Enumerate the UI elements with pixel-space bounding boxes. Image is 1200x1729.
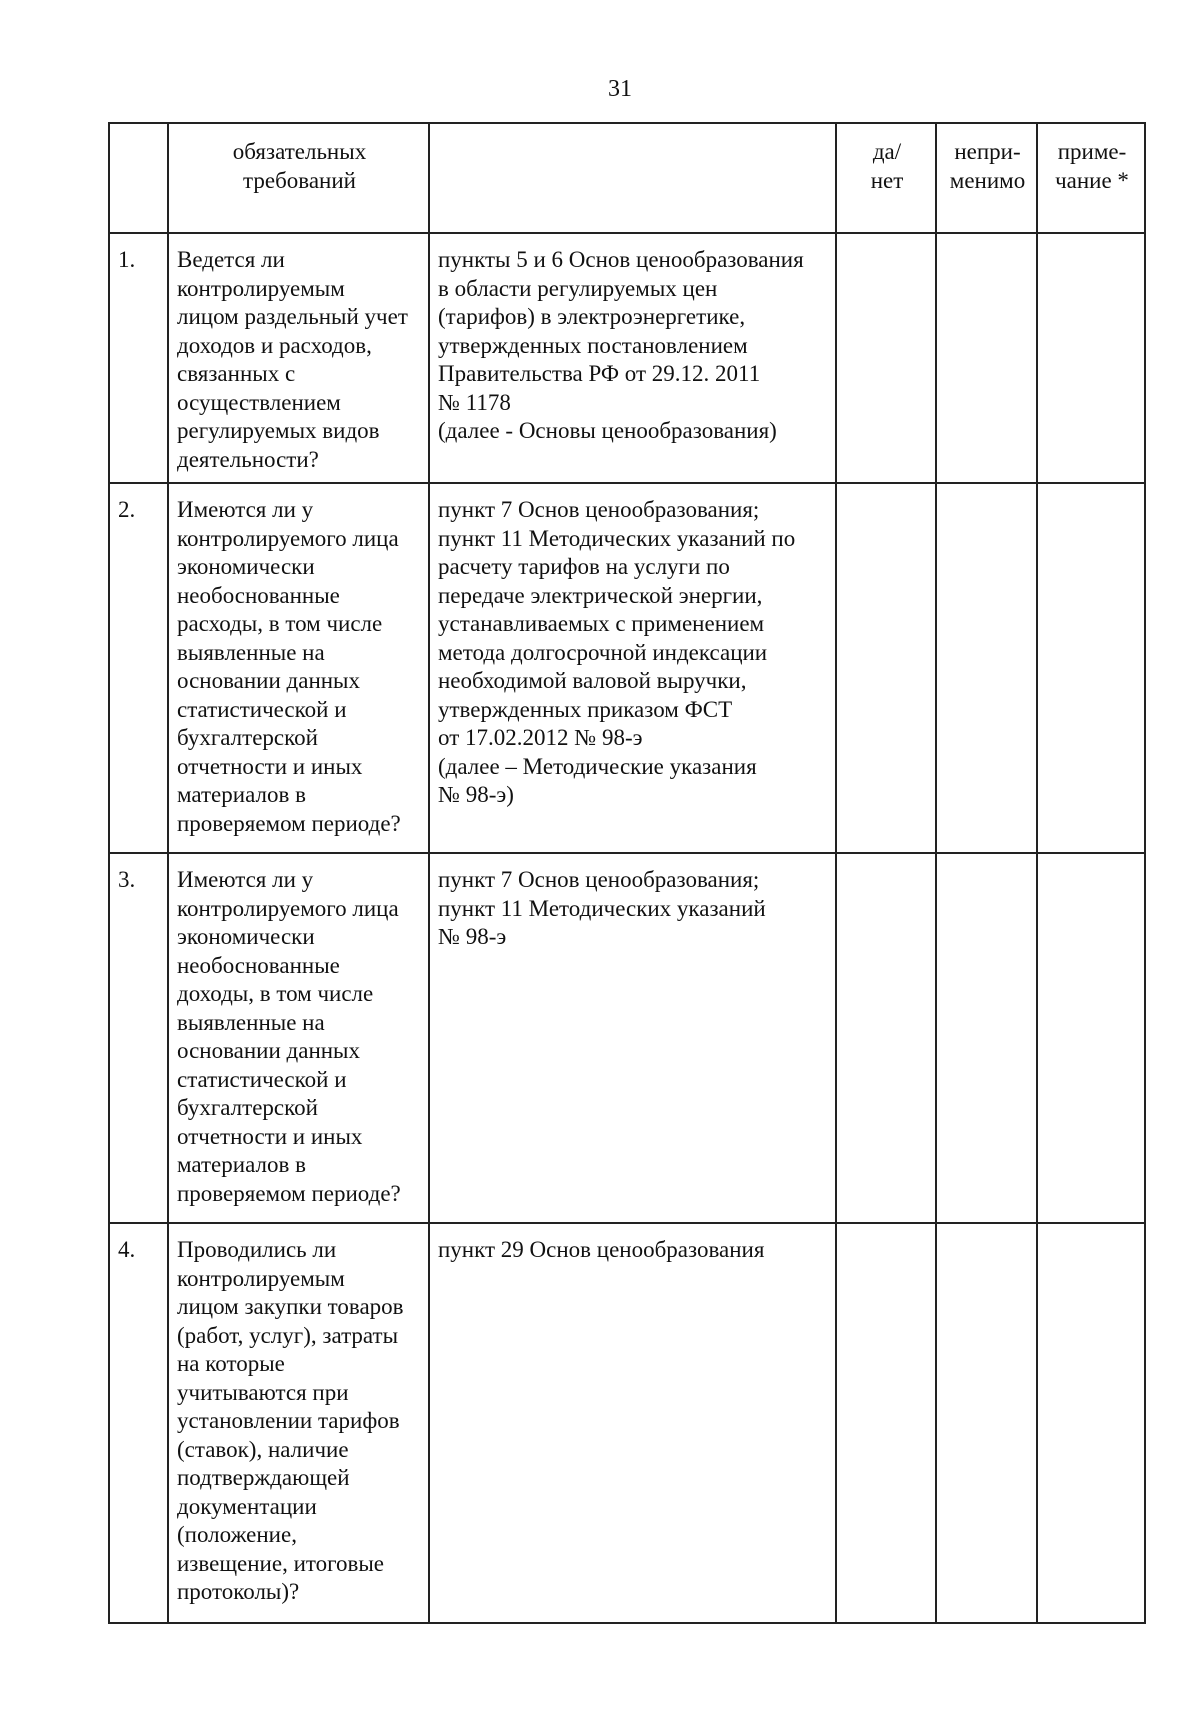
note-cell[interactable] bbox=[1037, 233, 1145, 483]
page-number: 31 bbox=[608, 76, 632, 102]
note-cell[interactable] bbox=[1037, 483, 1145, 853]
table-row bbox=[109, 233, 1145, 483]
question-cell: Проводились ли контролируемым лицом закупки товаров (работ, услуг), затраты на которые учитываются при установлении тарифов (ставок), наличие подтверждающей документации (положение, извещение, итоговые протоколы)? bbox=[168, 1223, 429, 1623]
header-num-cell bbox=[109, 123, 168, 233]
legal-basis-cell: пункт 7 Основ ценообразования; пункт 11 Методических указаний № 98-э bbox=[429, 853, 836, 1223]
note-cell[interactable] bbox=[1037, 853, 1145, 1223]
row-number-cell: 3. bbox=[109, 853, 168, 1223]
table-row bbox=[109, 853, 1145, 1223]
header-yes-no-cell: да/ нет bbox=[836, 123, 936, 233]
not-applicable-cell[interactable] bbox=[936, 853, 1037, 1223]
not-applicable-cell[interactable] bbox=[936, 483, 1037, 853]
yes-no-cell[interactable] bbox=[836, 853, 936, 1223]
legal-basis-cell: пункт 7 Основ ценообразования; пункт 11 Методических указаний по расчету тарифов на услуги по передаче электрической энергии, устанавливаемых с применением метода долгосрочной индексации необходимой валовой выручки, утвержденных приказом ФСТ от 17.02.2012 № 98-э (далее – Методические указания № 98-э) bbox=[429, 483, 836, 853]
header-basis-cell bbox=[429, 123, 836, 233]
not-applicable-cell[interactable] bbox=[936, 233, 1037, 483]
row-number-cell: 4. bbox=[109, 1223, 168, 1623]
question-cell: Имеются ли у контролируемого лица экономически необоснованные доходы, в том числе выявленные на основании данных статистической и бухгалтерской отчетности и иных материалов в проверяемом периоде? bbox=[168, 853, 429, 1223]
not-applicable-cell[interactable] bbox=[936, 1223, 1037, 1623]
checklist-table bbox=[108, 122, 1146, 1624]
table-row bbox=[109, 1223, 1145, 1623]
header-not-applicable-cell: непри- менимо bbox=[936, 123, 1037, 233]
note-cell[interactable] bbox=[1037, 1223, 1145, 1623]
yes-no-cell[interactable] bbox=[836, 233, 936, 483]
table-row bbox=[109, 483, 1145, 853]
header-question-cell: обязательных требований bbox=[168, 123, 429, 233]
row-number-cell: 2. bbox=[109, 483, 168, 853]
question-cell: Имеются ли у контролируемого лица экономически необоснованные расходы, в том числе выявленные на основании данных статистической и бухгалтерской отчетности и иных материалов в проверяемом периоде? bbox=[168, 483, 429, 853]
table-header-row bbox=[109, 123, 1145, 233]
yes-no-cell[interactable] bbox=[836, 483, 936, 853]
yes-no-cell[interactable] bbox=[836, 1223, 936, 1623]
legal-basis-cell: пункты 5 и 6 Основ ценообразования в области регулируемых цен (тарифов) в электроэнергетике, утвержденных постановлением Правительства РФ от 29.12. 2011 № 1178 (далее - Основы ценообразования) bbox=[429, 233, 836, 483]
question-cell: Ведется ли контролируемым лицом раздельный учет доходов и расходов, связанных с осуществлением регулируемых видов деятельности? bbox=[168, 233, 429, 483]
row-number-cell: 1. bbox=[109, 233, 168, 483]
legal-basis-cell: пункт 29 Основ ценообразования bbox=[429, 1223, 836, 1623]
header-note-cell: приме- чание * bbox=[1037, 123, 1145, 233]
